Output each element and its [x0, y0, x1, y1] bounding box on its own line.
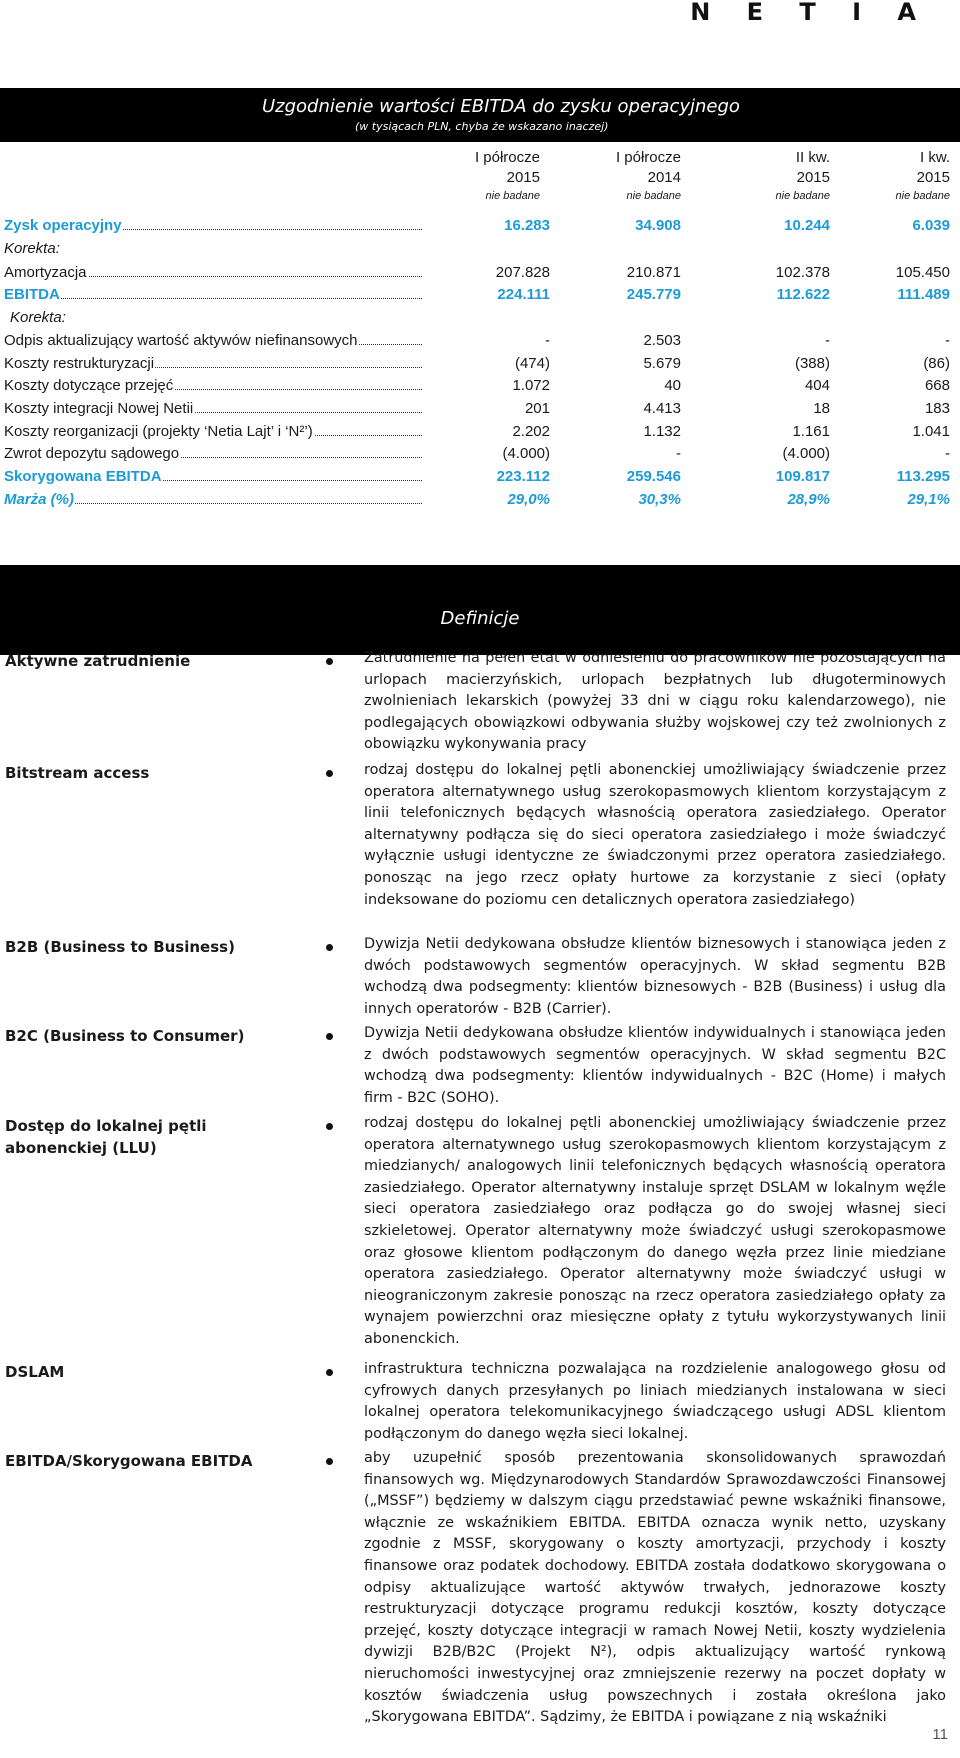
column-header: I półrocze 2015 nie badane: [474, 149, 540, 202]
recon-subtitle: (w tysiącach PLN, chyba że wskazano inaczej): [355, 120, 609, 133]
bullet-icon: [326, 770, 333, 777]
definition-term: B2B (Business to Business): [5, 938, 235, 956]
definition-term: Bitstream access: [5, 764, 150, 782]
table-row: Korekta:: [10, 309, 66, 326]
definition-term: DSLAM: [5, 1363, 65, 1381]
table-row: Koszty restrukturyzacji (474) 5.679 (388) (86): [4, 355, 950, 372]
brand-logo: N E T I A: [690, 0, 930, 26]
column-header: I półrocze 2014 nie badane: [615, 149, 681, 202]
table-row: Koszty dotyczące przejęć 1.072 40 404 668: [4, 377, 950, 394]
bullet-icon: [326, 1033, 333, 1040]
page-number: 11: [932, 1726, 948, 1743]
definition-text: rodzaj dostępu do lokalnej pętli abonenckiej umożliwiający świadczenie przez operatora alternatywnego usług szerokopasmowych klientom korzystającym z linii telefonicznych będących własnością operatora zasiedziałego. Operator alternatywny podłącza się do sieci operatora zasiedziałego i może świadczyć wyłącznie usługi identyczne ze świadczonymi przez operatora zasiedziałego. ponosząc na jego rzecz opłaty hurtowe za korzystanie z sieci (opłaty indeksowane do poziomu cen detalicznych operatora zasiedziałego): [364, 762, 946, 908]
definition-text: Dywizja Netii dedykowana obsłudze klientów indywidualnych i stanowiąca jeden z dwóch podstawowych segmentów operacyjnych. W skład segmentu B2C wchodzą dwa podsegmenty: klientów indywidualnych - B2C (Home) i małych firm - B2C (SOHO).: [364, 1025, 946, 1106]
definition-text: rodzaj dostępu do lokalnej pętli abonenckiej umożliwiający świadczenie przez operatora alternatywnego usług szerokopasmowych klientom korzystającym z miedzianych/ analogowych linii telefonicznych będących własnością operatora zasiedziałego. Operator alternatywny instaluje sprzęt DSLAM w lokalnym węźle sieci operatora zasiedziałego oraz podłącza go do swojej własnej sieci szkieletowej. Operator alternatywny może świadczyć usługi szerokopasmowe oraz głosowe klientom podłączonym do danego węzła przez linie miedziane operatora zasiedziałego. Operator alternatywny może świadczyć usługi w nieograniczonym zakresie ponosząc na rzecz operatora zasiedziałego opłaty za wynajem powierzchni oraz miesięczne opłaty z tytułu wykorzystywanych linii abonenckich.: [364, 1115, 946, 1347]
definition-text: infrastruktura techniczna pozwalająca na rozdzielenie analogowego głosu od cyfrowych danych przesyłanych po liniach miedzianych instalowana w sieci lokalnej operatora telekomunikacyjnego świadczącego usługi ADSL klientom podłączonym do danego węzła sieci lokalnej.: [364, 1361, 946, 1442]
definition-text: Dywizja Netii dedykowana obsłudze klientów biznesowych i stanowiąca jeden z dwóch podstawowych segmentów operacyjnych. W skład segmentu B2B wchodzą dwa podsegmenty: klientów biznesowych - B2B (Business) i usług dla innych operatorów - B2B (Carrier).: [364, 936, 946, 1017]
table-row: Skorygowana EBITDA 223.112 259.546 109.817 113.295: [4, 468, 950, 485]
definition-term: EBITDA/Skorygowana EBITDA: [5, 1452, 253, 1470]
recon-header-bar: [0, 88, 960, 142]
definition-text: aby uzupełnić sposób prezentowania skonsolidowanych sprawozdań finansowych wg. Międzynarodowych Standardów Sprawozdawczości Finansowej („MSSF”) będziemy w dalszym ciągu przedstawiać pewne wskaźniki finansowe, włącznie ze wskaźnikiem EBITDA. EBITDA oznacza wynik netto, uzyskany zgodnie z MSSF, skorygowany o koszty amortyzacji, przychody i koszty finansowe oraz podatek dochodowy. EBITDA została dodatkowo skorygowana o odpisy aktualizujące wartość aktywów trwałych, jednorazowe koszty restrukturyzacji dotyczące programu redukcji kosztów, koszty dotyczące przejęć, koszty dotyczące integracji w ramach Nowej Netii, koszty wydzielenia dywizji B2B/B2C (Projekt N²), odpis aktualizujący wartość rynkową nieruchomości inwestycyjnej oraz zmniejszenie rezerwy na poczet dopłaty w kosztów świadczenia usług powszechnych i została określona jako „Skorygowana EBITDA”. Sądzimy, że EBITDA i powiązane z nią wskaźniki: [364, 1450, 946, 1726]
definition-term: Aktywne zatrudnienie: [5, 652, 191, 670]
recon-title: Uzgodnienie wartości EBITDA do zysku operacyjnego: [262, 96, 740, 117]
definitions-title: Definicje: [440, 608, 520, 629]
definition-term: Dostęp do lokalnej pętli abonenckiej (LLU): [5, 1117, 207, 1157]
table-row: Zwrot depozytu sądowego (4.000) - (4.000) -: [4, 445, 950, 462]
table-row: Marża (%) 29,0% 30,3% 28,9% 29,1%: [4, 491, 950, 508]
table-row: Koszty reorganizacji (projekty ‘Netia Lajt’ i ‘N²’) 2.202 1.132 1.161 1.041: [4, 423, 950, 440]
table-row: EBITDA 224.111 245.779 112.622 111.489: [4, 286, 950, 303]
definition-text: Zatrudnienie na pełen etat w odniesieniu do pracowników nie pozostających na urlopach macierzyńskich, urlopach bezpłatnych lub długoterminowych zwolnieniach lekarskich (powyżej 33 dni w ciągu roku kalendarzowego), nie podlegających obowiązkowi odbywania służby wojskowej czy też zwolnionych z obowiązku wykonywania pracy: [364, 650, 946, 753]
column-header: II kw. 2015 nie badane: [775, 149, 830, 202]
bullet-icon: [326, 1458, 333, 1465]
definition-term: B2C (Business to Consumer): [5, 1027, 245, 1045]
table-row: Zysk operacyjny 16.283 34.908 10.244 6.039: [4, 217, 950, 234]
definitions-header-bar: [0, 565, 960, 655]
bullet-icon: [326, 1123, 333, 1130]
table-row: Koszty integracji Nowej Netii 201 4.413 18 183: [4, 400, 950, 417]
table-row: Korekta:: [4, 240, 60, 257]
bullet-icon: [326, 1369, 333, 1376]
table-row: Amortyzacja 207.828 210.871 102.378 105.450: [4, 264, 950, 281]
bullet-icon: [326, 658, 333, 665]
column-header: I kw. 2015 nie badane: [895, 149, 950, 202]
table-row: Odpis aktualizujący wartość aktywów niefinansowych - 2.503 - -: [4, 332, 950, 349]
bullet-icon: [326, 944, 333, 951]
